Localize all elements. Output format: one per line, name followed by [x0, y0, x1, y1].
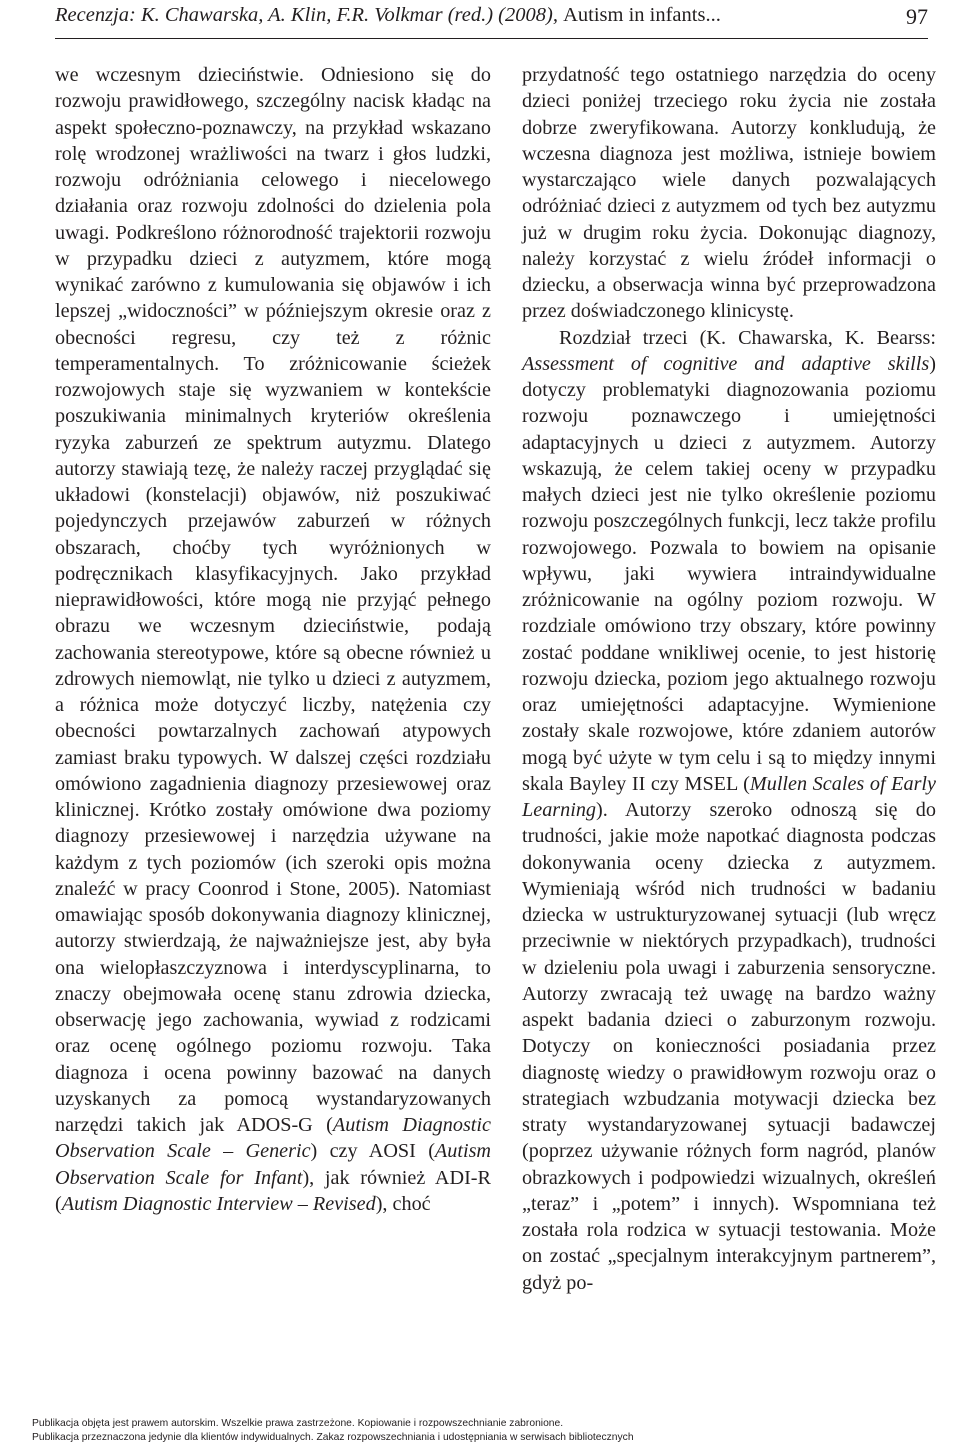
left-column — [55, 62, 491, 1217]
italic-title: Autism Diagnostic Observation Scale – Generic — [55, 1114, 491, 1163]
footer-line: Publikacja objęta jest prawem autorskim. Wszelkie prawa zastrzeżone. Kopiowanie i rozpowszechnianie zabronione. — [32, 1418, 564, 1429]
copyright-footer — [32, 1417, 634, 1444]
running-head — [55, 4, 721, 27]
text-run: we wczesnym dzieciństwie. Odniesiono się do rozwoju prawidłowego, szczególny nacisk kładąc na aspekt społeczno-poznawczy, na przykład wskazano rolę wrodzonej wrażliwości na twarz i głos ludzki, rozwoju odróżniania celowego i niecelowego działania oraz rozwoju zdolności do dzielenia pola uwagi. Podkreślono różnorodność trajektorii rozwoju w przypadku dzieci z autyzmem, które mogą wynikać zarówno z kumulowania się objawów i ich lepszej „widoczności” w późniejszym okresie oraz z obecności regresu, czy też z różnic temperamentalnych. To zróżnicowanie ścieżek rozwojowych staje się wyzwaniem w kontekście poszukiwania minimalnych kryteriów określenia ryzyka zaburzeń ze spektrum autyzmu. Dlatego autorzy stawiają tezę, że należy raczej przyglądać się układowi (konstelacji) objawów, niż poszukiwać pojedynczych przejawów zaburzeń w różnych obszarach, choćby tych wyróżnionych w podręcznikach klasyfikacyjnych. Jako przykład nieprawidłowości, które mogą nie przyjąć pełnego obrazu we wczesnym dzieciństwie, podają zachowania stereotypowe, które są obecne również u zdrowych niemowląt, nie tylko u dzieci z autyzmem, a różnica może dotyczyć liczby, natężenia czy obecności powtarzalnych zachowań atypowych zamiast braku typowych. W dalszej części rozdziału omówiono zagadnienia diagnozy przesiewowej oraz klinicznej. Krótko zostały omówione dwa poziomy diagnozy przesiewowej i narzędzia używane na każdym z tych poziomów (ich szeroki opis można znaleźć w pracy Coonrod i Stone, 2005). Natomiast omawiając sposób dokonywania diagnozy klinicznej, autorzy stwierdzają, że najważniejsze jest, aby była ona wielopłaszczyznowa i interdyscyplinarna, to znaczy obejmowała ocenę stanu zdrowia dziecka, obserwację jego zachowania, wywiad z rodzicami oraz ocenę ogólnego poziomu rozwoju. Taka diagnoza i ocena powinny bazować na danych uzyskanych za pomocą wystandaryzowanych narzędzi takich jak ADOS-G ( — [55, 64, 491, 1136]
italic-title: Mullen Scales of Early Learning — [522, 772, 936, 821]
text-run: ). Autorzy szeroko odnoszą się do trudności, jakie może napotkać diagnosta podczas dokonywania oceny dziecka z autyzmem. Wymieniają wśród nich trudności w badaniu dziecka w ustrukturyzowanej sytuacji (lub wręcz przeciwnie w niektórych przypadkach), trudności w dzieleniu pola uwagi i zaburzenia sensoryczne. Autorzy zwracają też uwagę na bardzo ważny aspekt badania dzieci o zaburzonym rozwoju. Dotyczy on konieczności posiadania przez diagnostę wiedzy o prawidłowym rozwoju oraz o strategiach wzbudzania motywacji dziecka bez straty wystandaryzowanej sytuacji badawczej (poprzez używanie różnych form nagród, planów obrazkowych i podpowiedzi wizualnych, określeń „teraz” i „potem” i innych). Wspomniana też została rola rodzica w sytuacji testowania. Może on zostać „specjalnym interakcyjnym partnerem”, gdyż po- — [522, 799, 936, 1294]
paragraph — [522, 62, 936, 325]
text-run: ) dotyczy problematyki diagnozowania poziomu rozwoju poznawczego i umiejętności adaptacyjnych u dzieci z autyzmem. Autorzy wskazują, że celem takiej oceny w przypadku małych dzieci jest nie tylko określenie poziomu rozwoju poszczególnych funkcji, lecz także profilu rozwojowego. Pozwala to bowiem na opisanie wpływu, jaki wywiera intraindywidualne zróżnicowanie na ogólny poziom rozwoju. W rozdziale omówiono trzy obszary, które powinny zostać poddane wnikliwej ocenie, to jest historię rozwoju dziecka, poziom jego aktualnego rozwoju oraz umiejętności adaptacyjne. Wymienione zostały skale rozwojowe, które zdaniem autorów mogą być użyte w tym celu i są to między innymi skala Bayley II czy MSEL ( — [522, 352, 936, 795]
text-run: ) czy AOSI ( — [310, 1140, 435, 1163]
right-column — [522, 62, 936, 1296]
italic-title: Autism Diagnostic Interview – Revised — [61, 1192, 376, 1215]
running-head-plain: Autism in infants... — [563, 4, 721, 26]
paragraph — [55, 62, 491, 1217]
page-header — [55, 2, 928, 39]
running-head-italic: Recenzja: K. Chawarska, A. Klin, F.R. Volkmar (red.) (2008), — [55, 4, 558, 26]
page-number: 97 — [906, 4, 928, 29]
italic-title: Assessment of cognitive and adaptive skills — [522, 352, 930, 375]
text-run: ), choć — [375, 1192, 431, 1215]
paragraph — [522, 325, 936, 1296]
text-run: ), jak również ADI-R ( — [55, 1166, 491, 1215]
text-run: przydatność tego ostatniego narzędzia do oceny dzieci poniżej trzeciego roku życia nie została dobrze zweryfikowana. Autorzy konkludują, że wczesna diagnoza jest możliwa, istnieje bowiem wystarczająco wiele danych pozwalających odróżniać dzieci z autyzmem od tych bez autyzmu już w drugim roku życia. Dokonując diagnozy, należy korzystać z wielu źródeł informacji o dziecku, a obserwacja winna być przeprowadzona przez doświadczonego klinicystę. — [522, 64, 936, 323]
text-run: Rozdział trzeci (K. Chawarska, K. Bearss: — [559, 326, 936, 349]
footer-line: Publikacja przeznaczona jedynie dla klientów indywidualnych. Zakaz rozpowszechniania i udostępniania w serwisach bibliotecznych — [32, 1431, 634, 1443]
italic-title: Autism Observation Scale for Infant — [55, 1140, 491, 1189]
